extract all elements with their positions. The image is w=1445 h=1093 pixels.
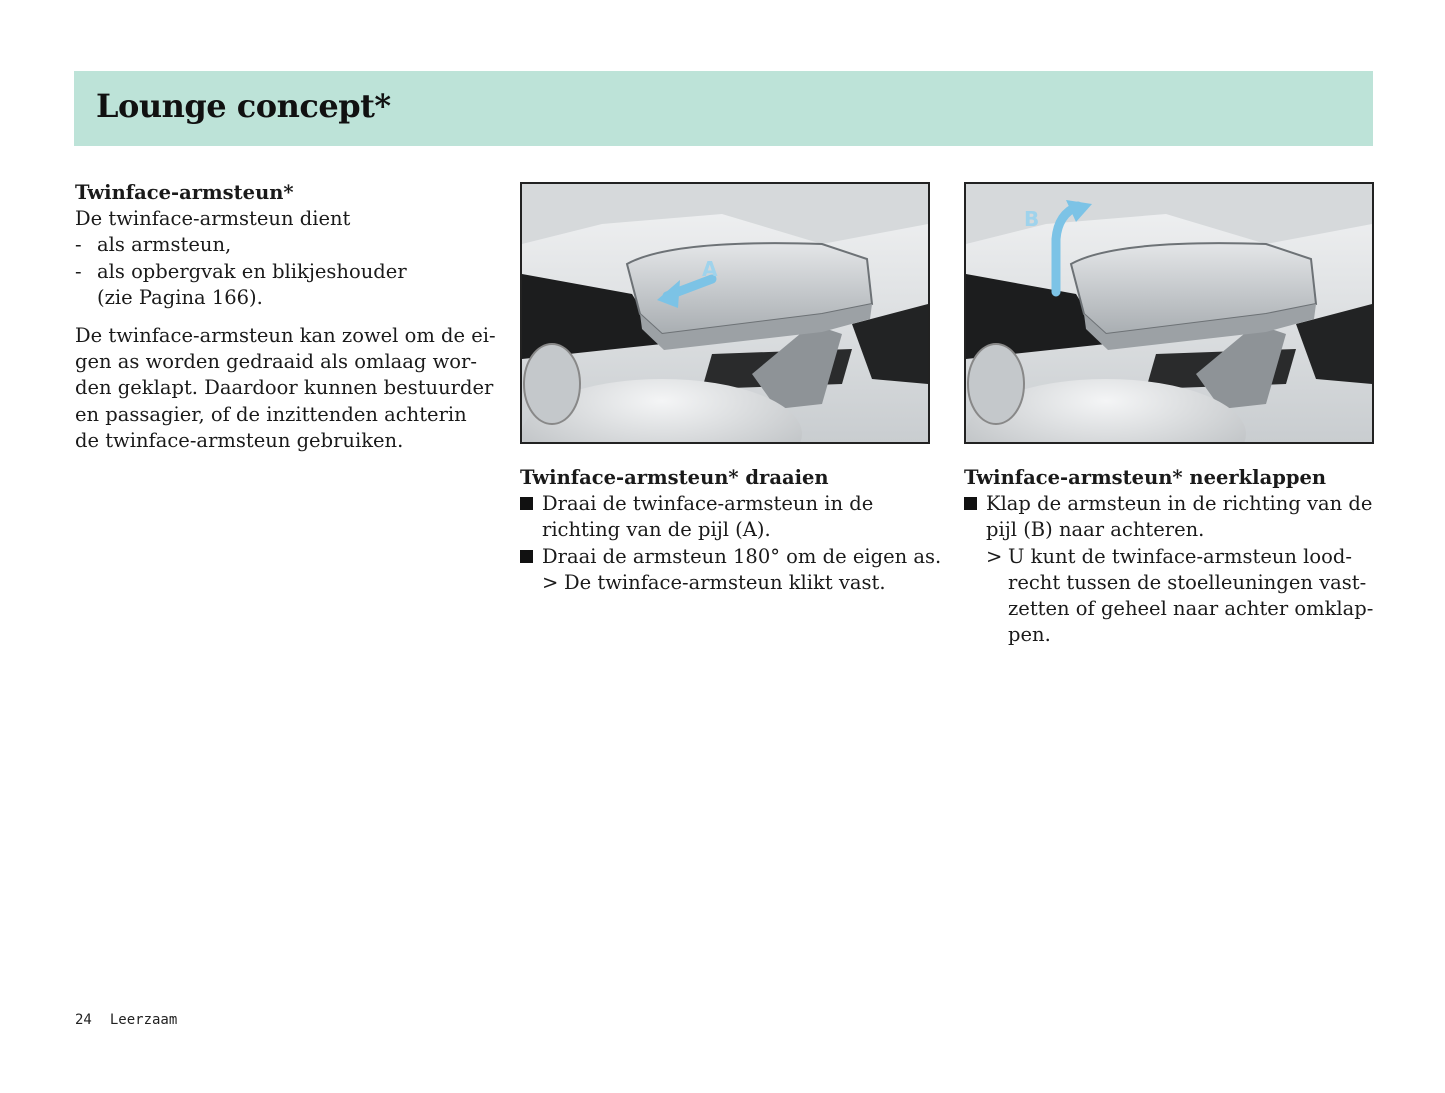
bullet-square-icon — [520, 550, 533, 563]
rotate-title: Twinface-armsteun* draaien — [520, 466, 829, 489]
step-line: pijl (B) naar achteren. — [986, 518, 1205, 542]
page-header — [74, 71, 1373, 146]
rotate-step — [520, 544, 940, 570]
result-marker: > — [542, 570, 559, 594]
bullet-square-icon — [964, 497, 977, 510]
step-line: Draai de twinface-armsteun in de — [542, 492, 874, 516]
step-line: Draai de armsteun 180° om de eigen as. — [542, 544, 942, 568]
result-line: zetten of geheel naar achter omklap- — [1008, 597, 1374, 621]
paragraph-line: den geklapt. Daardoor kunnen bestuurder — [75, 376, 494, 400]
armrest-fold-illustration — [964, 182, 1374, 444]
fold-result — [964, 544, 1384, 649]
page-title: Lounge concept* — [96, 87, 391, 125]
rotate-result — [520, 570, 940, 596]
intro-line: De twinface-armsteun dient — [75, 207, 351, 231]
fold-section — [964, 465, 1384, 648]
intro-item-continuation: (zie Pagina 166). — [97, 285, 263, 309]
step-line: Klap de armsteun in de richting van de — [986, 492, 1373, 516]
result-line: De twinface-armsteun klikt vast. — [564, 570, 886, 594]
bullet-square-icon — [520, 497, 533, 510]
paragraph-line: en passagier, of de inzittenden achterin — [75, 402, 467, 426]
paragraph-line: de twinface-armsteun gebruiken. — [75, 428, 404, 452]
intro-title: Twinface-armsteun* — [75, 181, 294, 204]
paragraph-line: De twinface-armsteun kan zowel om de ei- — [75, 324, 496, 348]
result-line: recht tussen de stoelleuningen vast- — [1008, 570, 1367, 594]
intro-paragraph — [75, 323, 495, 454]
fold-step — [964, 491, 1384, 543]
page-number: 24 — [75, 1012, 92, 1028]
rotate-section — [520, 465, 940, 596]
step-line: richting van de pijl (A). — [542, 518, 771, 542]
armrest-rotate-illustration — [520, 182, 930, 444]
section-name: Leerzaam — [109, 1012, 178, 1028]
result-line: pen. — [1008, 623, 1051, 647]
intro-item: - als opbergvak en blikjeshouder — [75, 259, 495, 285]
rotate-step — [520, 491, 940, 543]
intro-item: - als armsteun, — [75, 232, 495, 258]
result-marker: > — [986, 544, 1003, 568]
fold-title: Twinface-armsteun* neerklappen — [964, 466, 1327, 489]
intro-section — [75, 180, 495, 454]
paragraph-line: gen as worden gedraaid als omlaag wor- — [75, 350, 477, 374]
page-footer — [75, 1012, 195, 1028]
arrow-label-b: B — [1024, 207, 1040, 231]
result-line: U kunt de twinface-armsteun lood- — [1008, 544, 1352, 568]
arrow-label-a: A — [702, 257, 718, 281]
